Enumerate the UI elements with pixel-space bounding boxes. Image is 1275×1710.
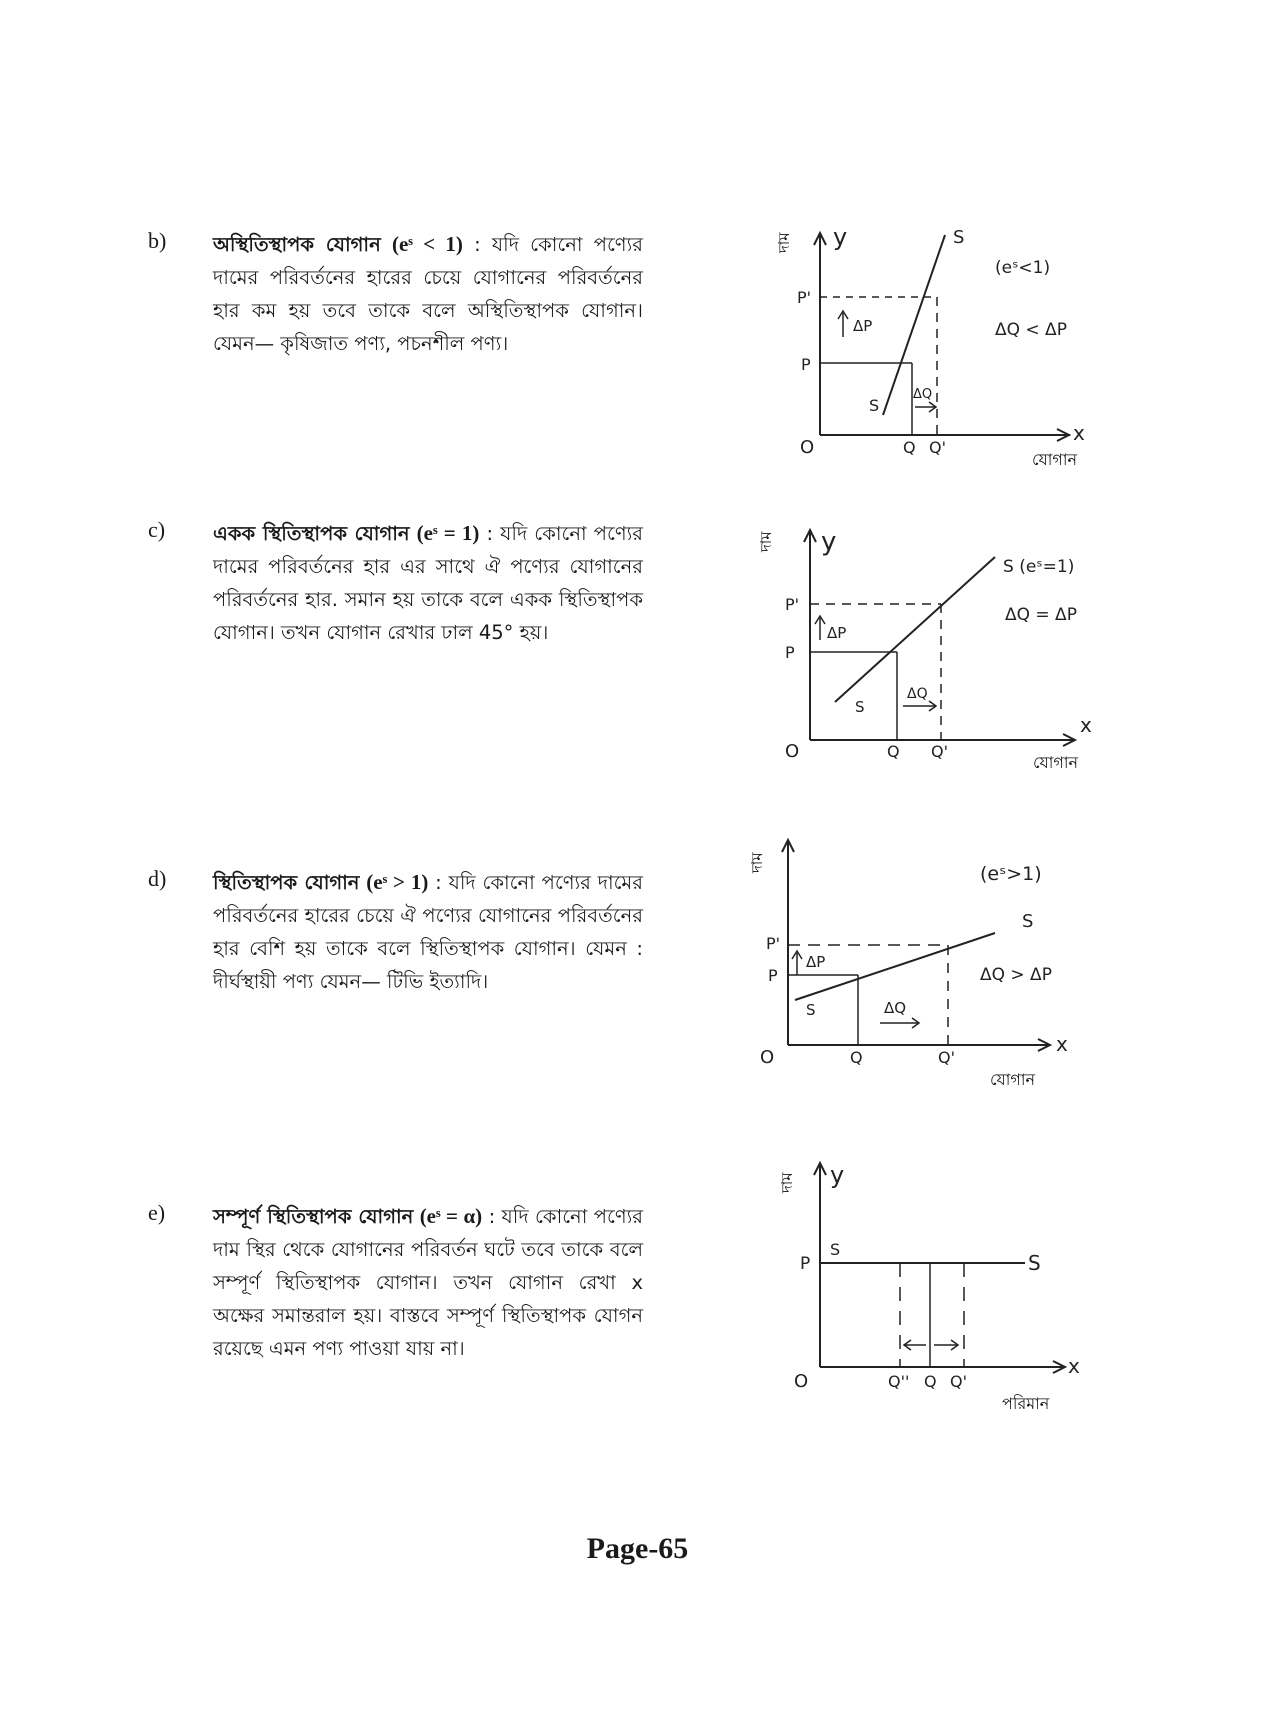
x-axis-letter: x: [1068, 1354, 1080, 1378]
section-letter: e): [148, 1200, 166, 1225]
y-axis-label: দাম: [748, 852, 766, 873]
origin-label: O: [800, 437, 815, 458]
p-label: P: [785, 643, 795, 662]
graph-unit-elastic-supply: [757, 522, 1105, 772]
origin-label: O: [794, 1371, 809, 1392]
p-label: P: [768, 966, 778, 985]
p-label: P: [800, 1254, 811, 1274]
section-formula: (eˢ = 1): [416, 521, 480, 545]
curve-label-bottom: S: [806, 1001, 816, 1019]
q-label: Q: [903, 438, 916, 457]
comparison-note: ΔQ = ΔP: [1005, 605, 1077, 625]
graph-inelastic-supply: [775, 223, 1095, 475]
supply-curve: [835, 557, 995, 702]
x-axis-label: যোগান: [1033, 753, 1079, 772]
section-body: : যদি কোনো পণ্যের দামের পরিবর্তনের হারের চেয়ে ঐ পণ্যের যোগানের পরিবর্তনের হার বেশি হয় তাকে বলে স্থিতিস্থাপক যোগান। যেমন : দীর্ঘস্থায়ী পণ্য যেমন— টিভি ইত্যাদি।: [213, 871, 643, 993]
y-axis-label: দাম: [757, 531, 775, 552]
section-text: [213, 228, 643, 360]
comparison-note: ΔQ < ΔP: [995, 320, 1067, 340]
q1-label: Q': [931, 742, 948, 761]
section-text: [213, 517, 643, 649]
curve-label-bottom: S: [855, 698, 865, 716]
section-title: অস্থিতিস্থাপক যোগান: [213, 233, 381, 256]
p1-label: P': [766, 934, 781, 953]
elasticity-note: (eˢ>1): [980, 863, 1042, 885]
curve-label-top: S: [1022, 911, 1034, 932]
q-label: Q: [850, 1048, 863, 1067]
curve-label-right: S: [1028, 1251, 1041, 1275]
section-body: : যদি কোনো পণ্যের দাম স্থির থেকে যোগানের পরিবর্তন ঘটে তবে তাকে বলে সম্পূর্ণ স্থিতিস্থাপক যোগান। তখন যোগান রেখা x অক্ষের সমান্তরাল হয়। বাস্তবে সম্পূর্ণ স্থিতিস্থাপক যোগন রয়েছে এমন পণ্য পাওয়া যায় না।: [213, 1205, 644, 1360]
curve-label-left: S: [830, 1240, 841, 1259]
delta-p-label: ΔP: [853, 317, 873, 335]
section-formula: (eˢ > 1): [366, 870, 429, 894]
comparison-note: ΔQ > ΔP: [980, 965, 1052, 985]
x-axis-label: যোগান: [1032, 450, 1078, 469]
delta-p-label: ΔP: [806, 953, 826, 971]
page-number: Page-65: [586, 1532, 689, 1565]
y-axis-label: দাম: [778, 1172, 796, 1193]
x-axis-letter: x: [1056, 1032, 1068, 1056]
elasticity-note: (eˢ<1): [995, 258, 1051, 278]
section-letter: c): [148, 517, 166, 542]
q1-label: Q': [938, 1048, 955, 1067]
q1-label: Q': [929, 438, 946, 457]
section-letter: b): [148, 228, 167, 253]
curve-label-top: S: [953, 227, 965, 248]
q-label: Q: [887, 742, 900, 761]
x-axis-letter: x: [1080, 713, 1092, 737]
q1-label: Q': [950, 1372, 967, 1391]
graph-perfectly-elastic-supply: [780, 1155, 1090, 1415]
section-text: [213, 1200, 643, 1365]
section-body: : যদি কোনো পণ্যের দামের পরিবর্তনের হারের চেয়ে যোগানের পরিবর্তনের হার কম হয় তবে তাকে বলে অস্থিতিস্থাপক যোগান। যেমন— কৃষিজাত পণ্য, পচনশীল পণ্য।: [213, 233, 643, 355]
y-axis-letter: y: [830, 1161, 845, 1189]
section-body: : যদি কোনো পণ্যের দামের পরিবর্তনের হার এর সাথে ঐ পণ্যের যোগানের পরিবর্তনের হার. সমান হয় তাকে বলে একক স্থিতিস্থাপক যোগান। তখন যোগান রেখার ঢাল 45° হয়।: [213, 522, 644, 644]
delta-q-label: ΔQ: [884, 999, 907, 1017]
section-title: সম্পূর্ণ স্থিতিস্থাপক যোগান: [213, 1205, 414, 1228]
section-formula: (eˢ = α): [419, 1204, 483, 1228]
section-text: [213, 866, 643, 998]
curve-label-bottom: S: [869, 396, 880, 415]
q2-label: Q'': [888, 1372, 910, 1391]
p1-label: P': [797, 288, 812, 307]
delta-q-label: ΔQ: [907, 686, 928, 702]
y-axis-letter: y: [833, 223, 848, 251]
section-formula: (eˢ < 1): [391, 232, 463, 256]
y-axis-letter: y: [821, 527, 837, 557]
section-letter: d): [148, 866, 167, 891]
origin-label: O: [785, 741, 800, 762]
x-axis-label: যোগান: [990, 1070, 1036, 1089]
delta-q-label: ΔQ: [913, 387, 933, 402]
origin-label: O: [760, 1047, 775, 1068]
delta-p-label: ΔP: [827, 624, 847, 642]
p-label: P: [801, 355, 811, 374]
x-axis-letter: x: [1073, 421, 1085, 445]
curve-label-top: S (eˢ=1): [1003, 557, 1075, 577]
q-label: Q: [924, 1372, 937, 1391]
section-title: স্থিতিস্থাপক যোগান: [213, 871, 360, 894]
y-axis-label: দাম: [775, 232, 793, 253]
x-axis-label: পরিমান: [1002, 1394, 1050, 1413]
graph-elastic-supply: [740, 835, 1080, 1095]
p1-label: P': [785, 595, 800, 614]
section-title: একক স্থিতিস্থাপক যোগান: [213, 522, 410, 545]
